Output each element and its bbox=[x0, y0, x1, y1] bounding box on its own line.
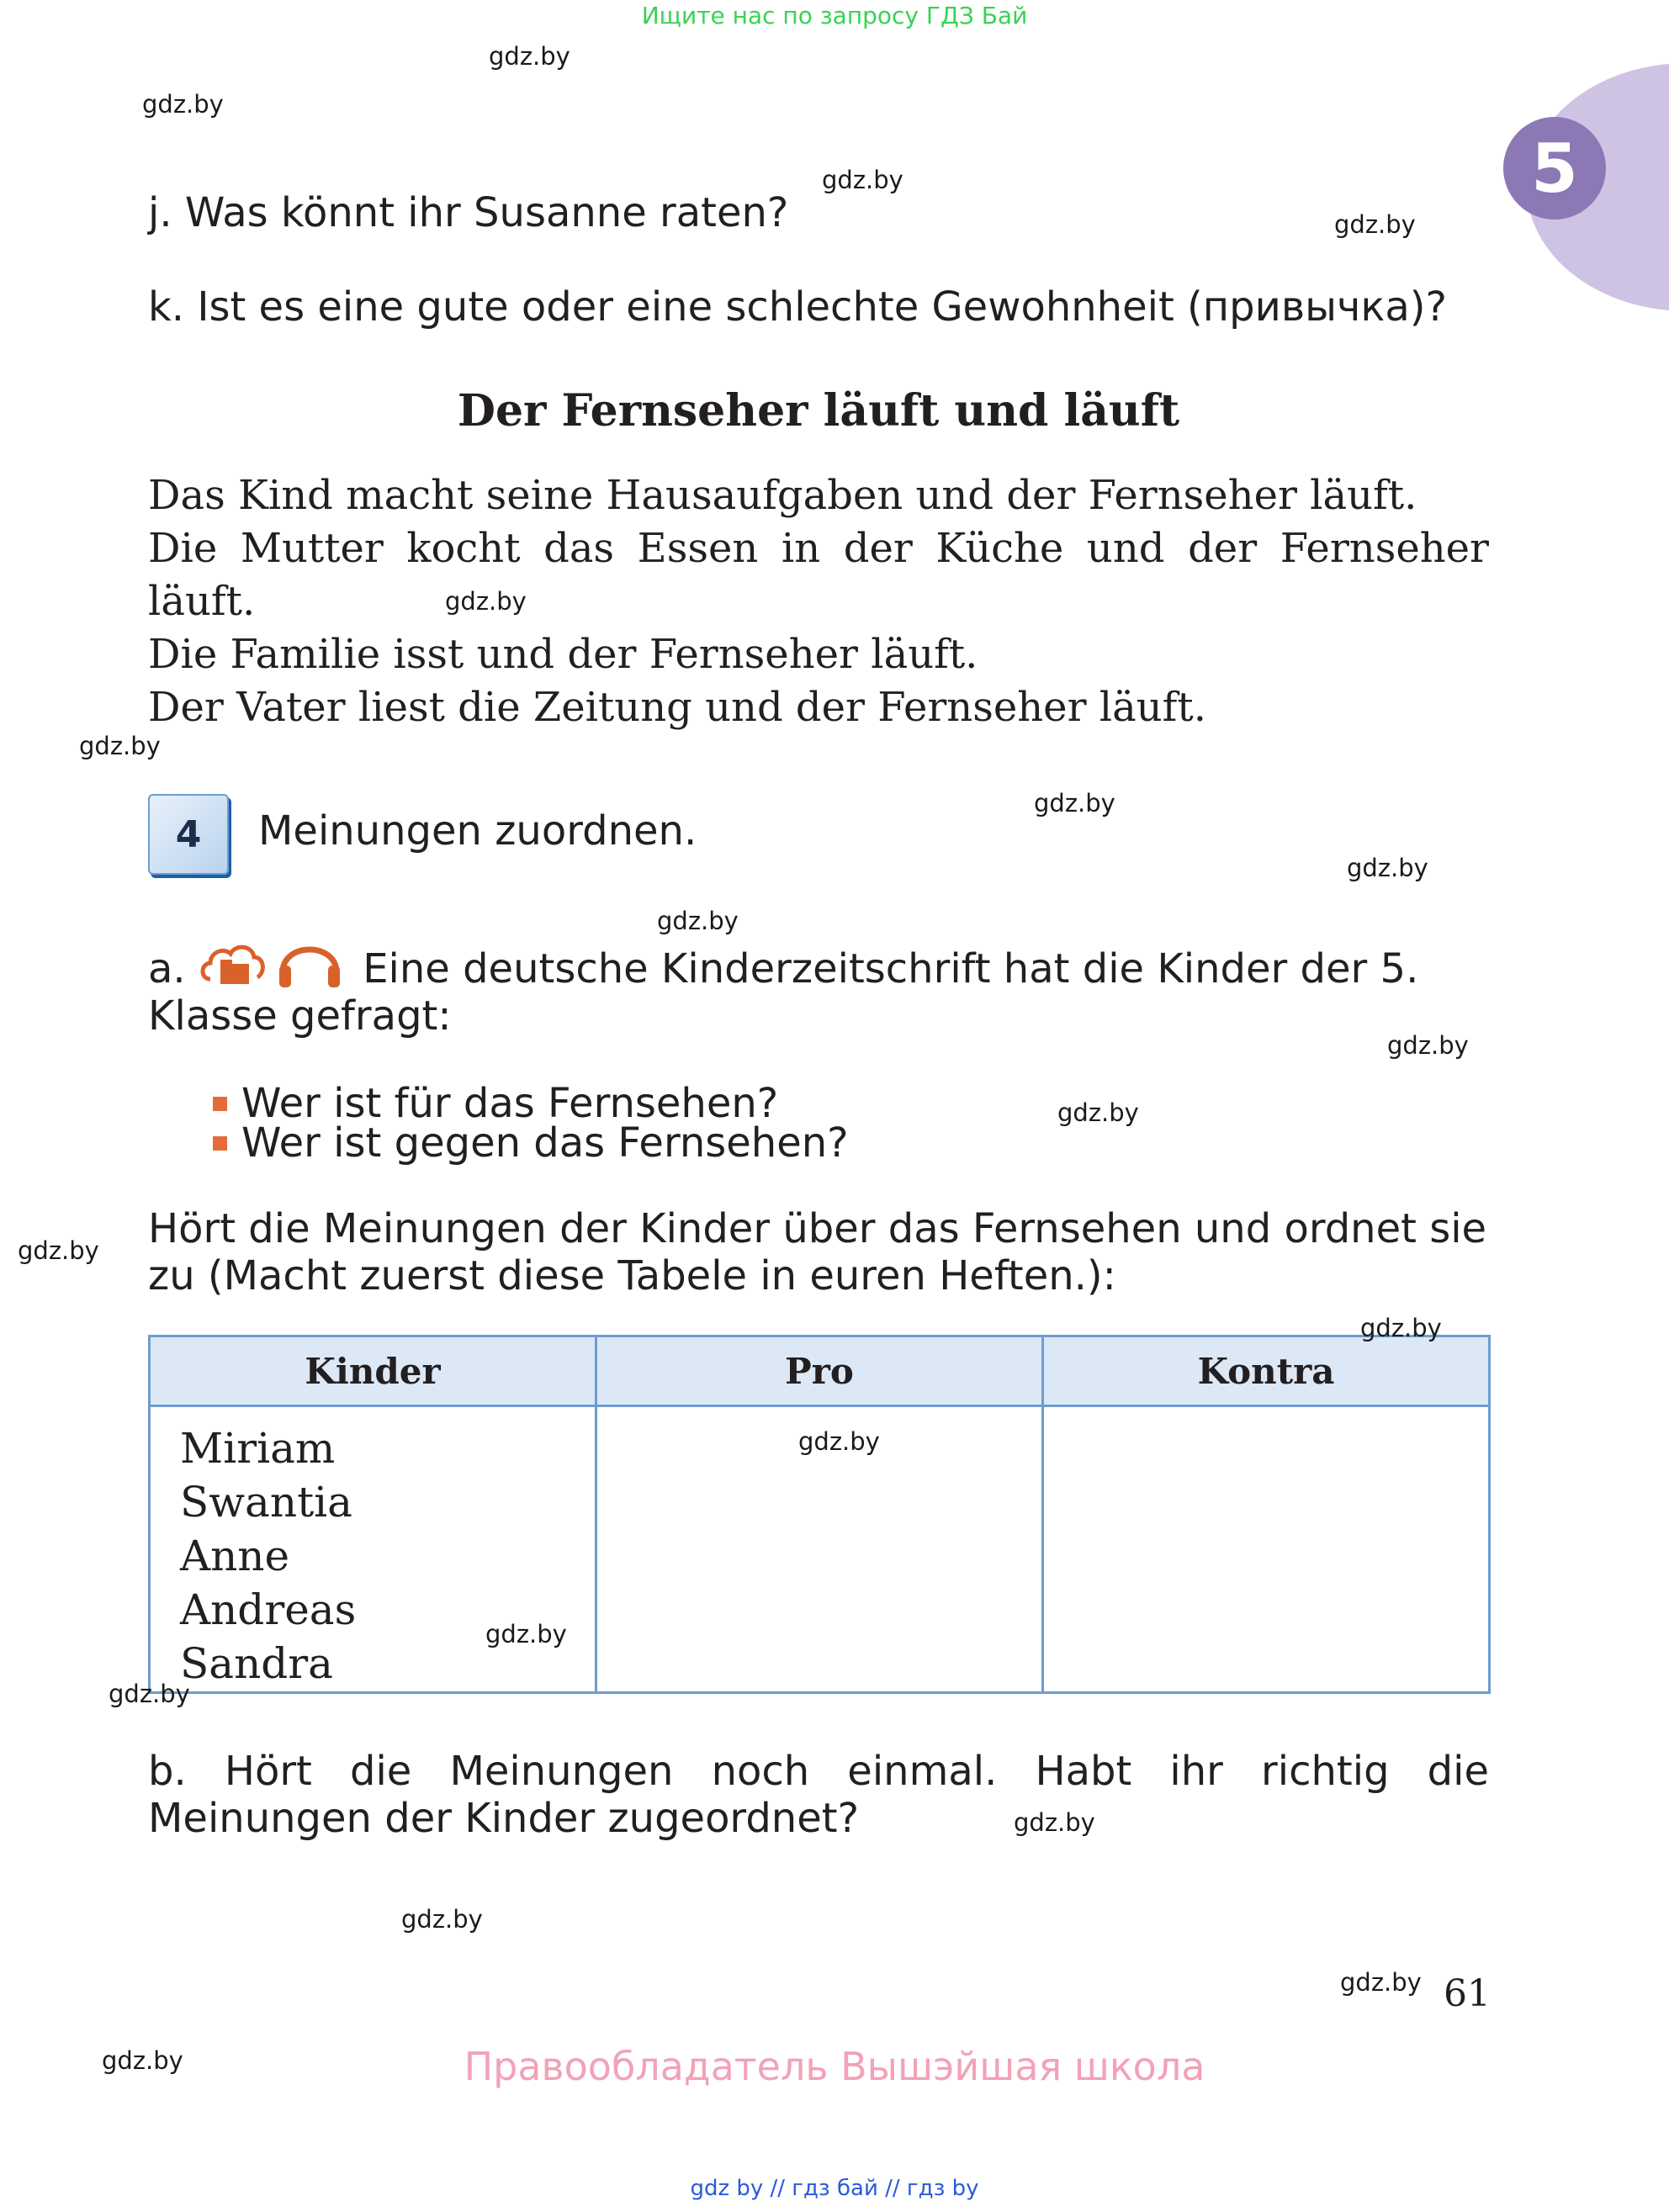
exercise-b: b. Hört die Meinungen noch einmal. Habt ihr richtig die Meinungen der Kinder zugeordnet? bbox=[148, 1748, 1489, 1842]
watermark: gdz.by bbox=[798, 1427, 880, 1456]
story-line: Die Mutter kocht das Essen in der Küche und der Fernseher läuft. bbox=[148, 525, 1489, 625]
exercise-a bbox=[148, 935, 1489, 1040]
audio-icons bbox=[199, 935, 350, 986]
watermark: gdz.by bbox=[142, 90, 224, 119]
copyright-notice: Правообладатель Вышэйшая школа bbox=[464, 2044, 1205, 2089]
chapter-number-badge: 5 bbox=[1503, 117, 1606, 220]
exercise-number-badge: 4 bbox=[148, 794, 229, 875]
exercise-a-text: Eine deutsche Kinderzeitschrift hat die Kinder der 5. Klasse gefragt: bbox=[148, 945, 1419, 1040]
story-line: Der Vater liest die Zeitung und der Fernseher läuft. bbox=[148, 684, 1206, 731]
watermark: gdz.by bbox=[1334, 210, 1416, 239]
footer-links[interactable]: gdz by // гдз бай // гдз by bbox=[690, 2176, 979, 2201]
bullet-square-icon bbox=[213, 1136, 227, 1151]
table-header-kontra: Kontra bbox=[1043, 1336, 1490, 1406]
question-k: k. Ist es eine gute oder eine schlechte Gewohnheit (привычка)? bbox=[148, 283, 1447, 331]
headphones-icon bbox=[279, 950, 340, 987]
watermark: gdz.by bbox=[1340, 1968, 1422, 1997]
bullet-text: Wer ist für das Fernsehen? bbox=[241, 1080, 779, 1127]
watermark: gdz.by bbox=[102, 2046, 183, 2075]
watermark: gdz.by bbox=[445, 587, 527, 616]
watermark: gdz.by bbox=[1360, 1314, 1442, 1342]
watermark: gdz.by bbox=[18, 1236, 99, 1265]
child-name: Andreas bbox=[180, 1585, 357, 1634]
child-name: Miriam bbox=[180, 1424, 336, 1473]
watermark: gdz.by bbox=[1034, 789, 1115, 818]
cloud-folder-icon[interactable] bbox=[199, 935, 350, 989]
story-line: Das Kind macht seine Hausaufgaben und der Fernseher läuft. bbox=[148, 472, 1417, 519]
watermark: gdz.by bbox=[79, 732, 161, 760]
bullet-square-icon bbox=[213, 1097, 227, 1111]
watermark: gdz.by bbox=[657, 907, 739, 935]
watermark: gdz.by bbox=[489, 42, 570, 71]
watermark: gdz.by bbox=[485, 1620, 567, 1648]
story-line: Die Familie isst und der Fernseher läuft. bbox=[148, 631, 978, 678]
watermark: gdz.by bbox=[109, 1680, 190, 1708]
table-header-pro: Pro bbox=[596, 1336, 1043, 1406]
child-name: Anne bbox=[180, 1532, 290, 1580]
exercise-instruction: Hört die Meinungen der Kinder über das Fernsehen und ordnet sie zu (Macht zuerst diese Tabele in euren Heften.): bbox=[148, 1205, 1487, 1299]
page-number: 61 bbox=[1444, 1972, 1491, 2015]
child-name: Sandra bbox=[180, 1639, 333, 1688]
watermark: gdz.by bbox=[1057, 1098, 1139, 1127]
watermark: gdz.by bbox=[1014, 1808, 1095, 1837]
bullet-item bbox=[213, 1119, 849, 1167]
child-name: Swantia bbox=[180, 1478, 352, 1527]
bullet-text: Wer ist gegen das Fernsehen? bbox=[241, 1119, 849, 1167]
opinion-table bbox=[148, 1335, 1491, 1694]
table-cell-names bbox=[150, 1406, 596, 1693]
watermark: gdz.by bbox=[1387, 1031, 1469, 1060]
story-text bbox=[148, 469, 1489, 734]
question-j: j. Was könnt ihr Susanne raten? bbox=[148, 189, 789, 236]
watermark: gdz.by bbox=[822, 166, 903, 194]
story-title: Der Fernseher läuft und läuft bbox=[457, 385, 1180, 437]
table-header-kinder: Kinder bbox=[150, 1336, 596, 1406]
exercise-title: Meinungen zuordnen. bbox=[258, 807, 697, 855]
table-cell-kontra bbox=[1043, 1406, 1490, 1693]
top-banner[interactable]: Ищите нас по запросу ГДЗ Бай bbox=[641, 2, 1028, 29]
watermark: gdz.by bbox=[1347, 854, 1428, 882]
exercise-a-label: a. bbox=[148, 945, 186, 992]
watermark: gdz.by bbox=[401, 1905, 483, 1934]
